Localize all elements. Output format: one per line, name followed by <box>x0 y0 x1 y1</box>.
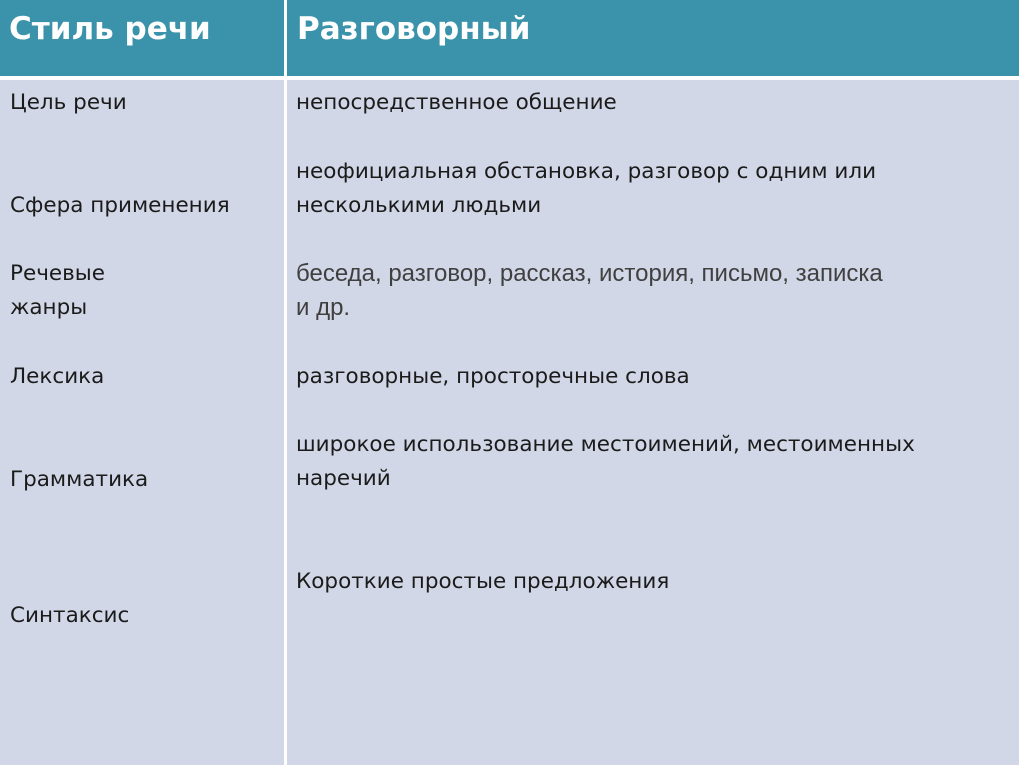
label-syntax: Синтаксис <box>10 603 130 628</box>
value-lexicon: разговорные, просторечные слова <box>296 364 690 389</box>
value-syntax: Короткие простые предложения <box>296 569 670 594</box>
value-genres-line1: беседа, разговор, рассказ, история, письмо, записка <box>296 260 883 287</box>
label-goal: Цель речи <box>10 90 127 115</box>
header-cell-colloquial: Разговорный <box>287 0 1019 76</box>
label-grammar: Грамматика <box>10 467 149 492</box>
header-cell-style: Стиль речи <box>0 0 284 76</box>
value-grammar-line1: широкое использование местоимений, местоименных <box>296 432 915 457</box>
label-genres-line1: Речевые <box>10 261 105 286</box>
value-genres-line2: и др. <box>296 294 351 321</box>
label-genres-line2: жанры <box>10 295 88 320</box>
label-lexicon: Лексика <box>10 364 105 389</box>
value-sphere-line2: несколькими людьми <box>296 193 542 218</box>
value-grammar-line2: наречий <box>296 466 391 491</box>
labels-column <box>0 80 284 765</box>
value-goal: непосредственное общение <box>296 90 617 115</box>
value-sphere-line1: неофициальная обстановка, разговор с одним или <box>296 159 877 184</box>
label-sphere: Сфера применения <box>10 193 230 218</box>
